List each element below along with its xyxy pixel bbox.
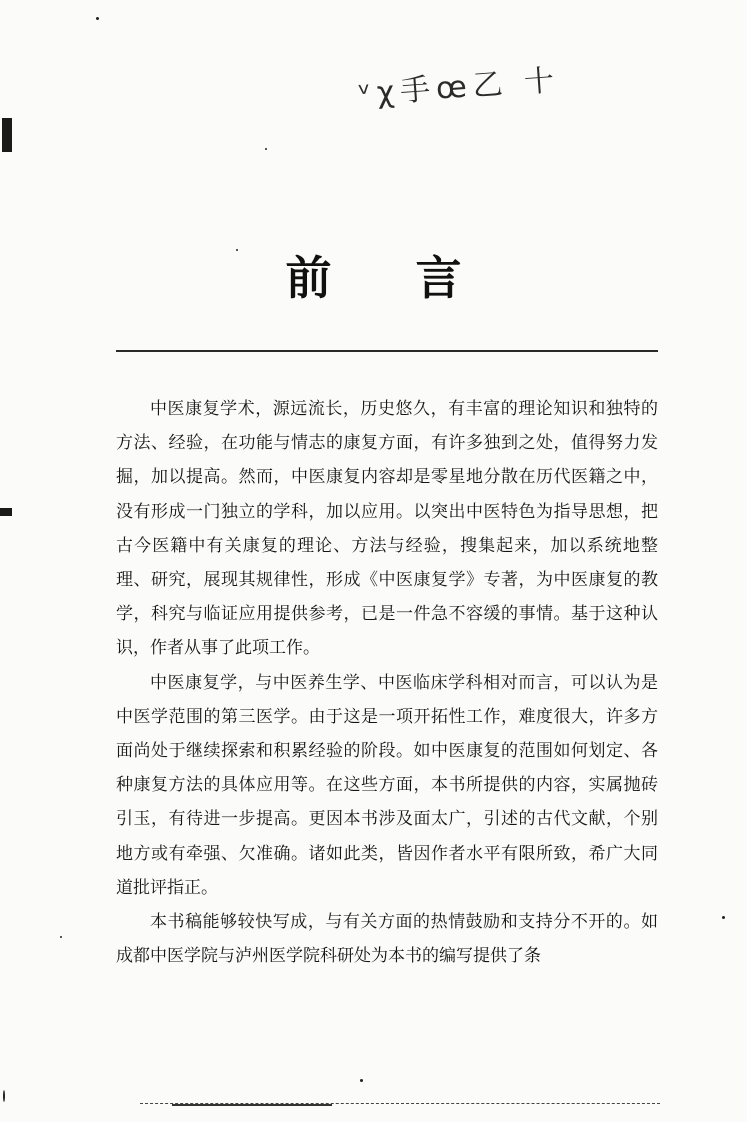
paragraph-3: 本书稿能够较快写成，与有关方面的热情鼓励和支持分不开的。如成都中医学院与泸州医学院科研处为本书的编写提供了条 (116, 912, 658, 967)
scan-speck (3, 1090, 5, 1102)
paragraph-2: 中医康复学，与中医养生学、中医临床学科相对而言，可以认为是中医学范围的第三医学。由于这是一项开拓性工作，难度很大，许多方面尚处于继续探索和积累经验的阶段。如中医康复的范围如何划定、各种康复方法的具体应用等。在这些方面，本书所提供的内容，实属抛砖引玉，有待进一步提高。更因本书涉及面太广，引述的古代文献，个别地方或有牵强、欠准确。诸如此类，皆因作者水平有限所致，希广大同道批评指正。 (116, 672, 658, 898)
scan-speck (236, 249, 238, 251)
title-char-2: 言 (415, 251, 462, 305)
left-edge-scan-mark (2, 118, 12, 152)
scan-speck (96, 17, 99, 20)
preface-body (116, 392, 658, 973)
scan-speck (60, 936, 62, 938)
handwritten-text: ᵛχ⼿œ⼄ ⼗ (357, 62, 562, 112)
scan-speck (265, 148, 267, 150)
paragraph-1: 中医康复学术，源远流长，历史悠久，有丰富的理论知识和独特的方法、经验，在功能与情志的康复方面，有许多独到之处，值得努力发掘，加以提高。然而，中医康复内容却是零星地分散在历代医籍之中，没有形成一门独立的学科，加以应用。以突出中医特色为指导思想，把古今医籍中有关康复的理论、方法与经验，搜集起来，加以系统地整理、研究，展现其规律性，形成《中医康复学》专著，为中医康复的教学，科究与临证应用提供参考，已是一件急不容缓的事情。基于这种认识，作者从事了此项工作。 (116, 399, 658, 659)
title-char-1: 前 (285, 251, 332, 305)
bottom-solid-line (172, 1104, 332, 1106)
title-divider (116, 350, 658, 352)
page-title (0, 250, 747, 306)
scan-speck (722, 916, 725, 919)
scan-speck (360, 1079, 363, 1082)
handwritten-annotation (357, 55, 562, 113)
left-edge-scan-mark-2 (0, 508, 12, 516)
